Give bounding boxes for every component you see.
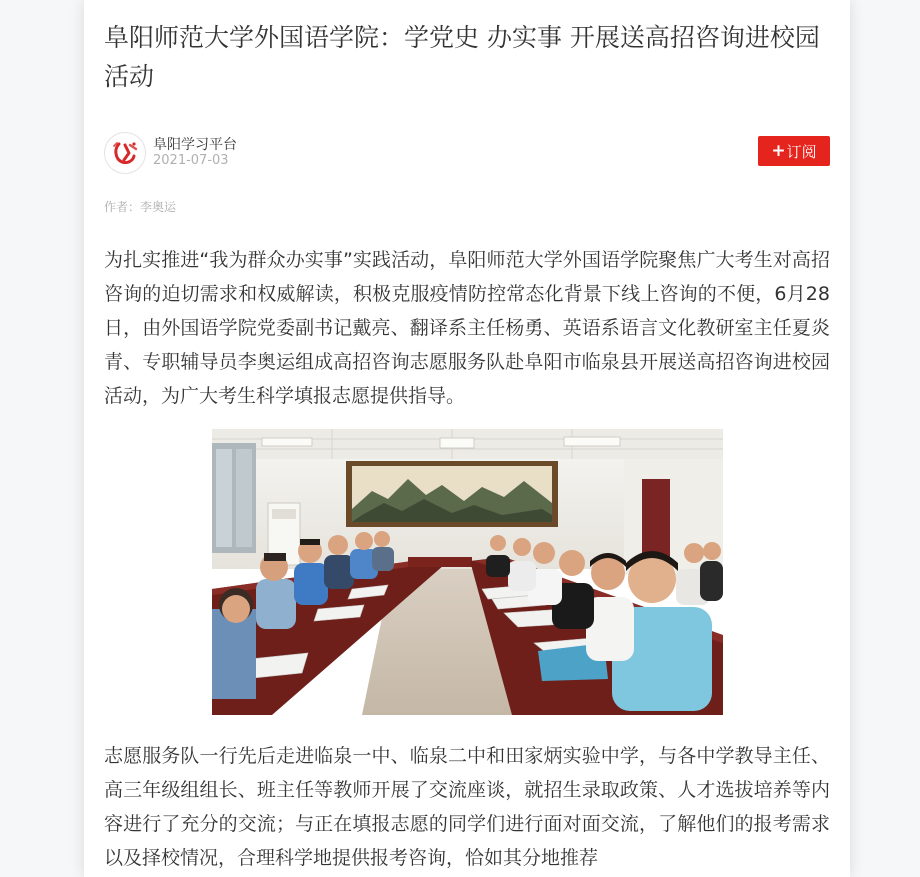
article-page [84, 0, 850, 877]
author-line: 作者：李奥运 [104, 200, 177, 214]
meeting-photo [212, 429, 723, 715]
article-title: 阜阳师范大学外国语学院：学党史 办实事 开展送高招咨询进校园活动 [104, 23, 820, 91]
source-row [104, 132, 830, 178]
article-paragraph: 为扎实推进“我为群众办实事”实践活动，阜阳师范大学外国语学院聚焦广大考生对高招咨询的迫切需求和权威解读，积极克服疫情防控常态化背景下线上咨询的不便，6月28日，由外国语学院党委副书记戴亮、翻译系主任杨勇、英语系语言文化教研室主任夏炎青、专职辅导员李奥运组成高招咨询志愿服务队赴阜阳市临泉县开展送高招咨询进校园活动，为广大考生科学填报志愿提供指导。 [104, 249, 830, 407]
platform-logo-icon[interactable] [104, 132, 146, 174]
plus-icon: + [771, 140, 786, 161]
publish-date: 2021-07-03 [153, 153, 229, 168]
article-paragraph: 志愿服务队一行先后走进临泉一中、临泉二中和田家炳实验中学，与各中学教导主任、高三年级组组长、班主任等教师开展了交流座谈，就招生录取政策、人才选拔培养等内容进行了充分的交流；与正在填报志愿的同学们进行面对面交流，了解他们的报考需求以及择校情况，合理科学地提供报考咨询，恰如其分地推荐 [104, 745, 830, 869]
subscribe-button[interactable] [758, 136, 830, 166]
subscribe-label: 订阅 [786, 142, 817, 161]
source-name[interactable]: 阜阳学习平台 [153, 137, 237, 153]
article-photo-container [104, 429, 830, 715]
article-content [104, 0, 830, 875]
